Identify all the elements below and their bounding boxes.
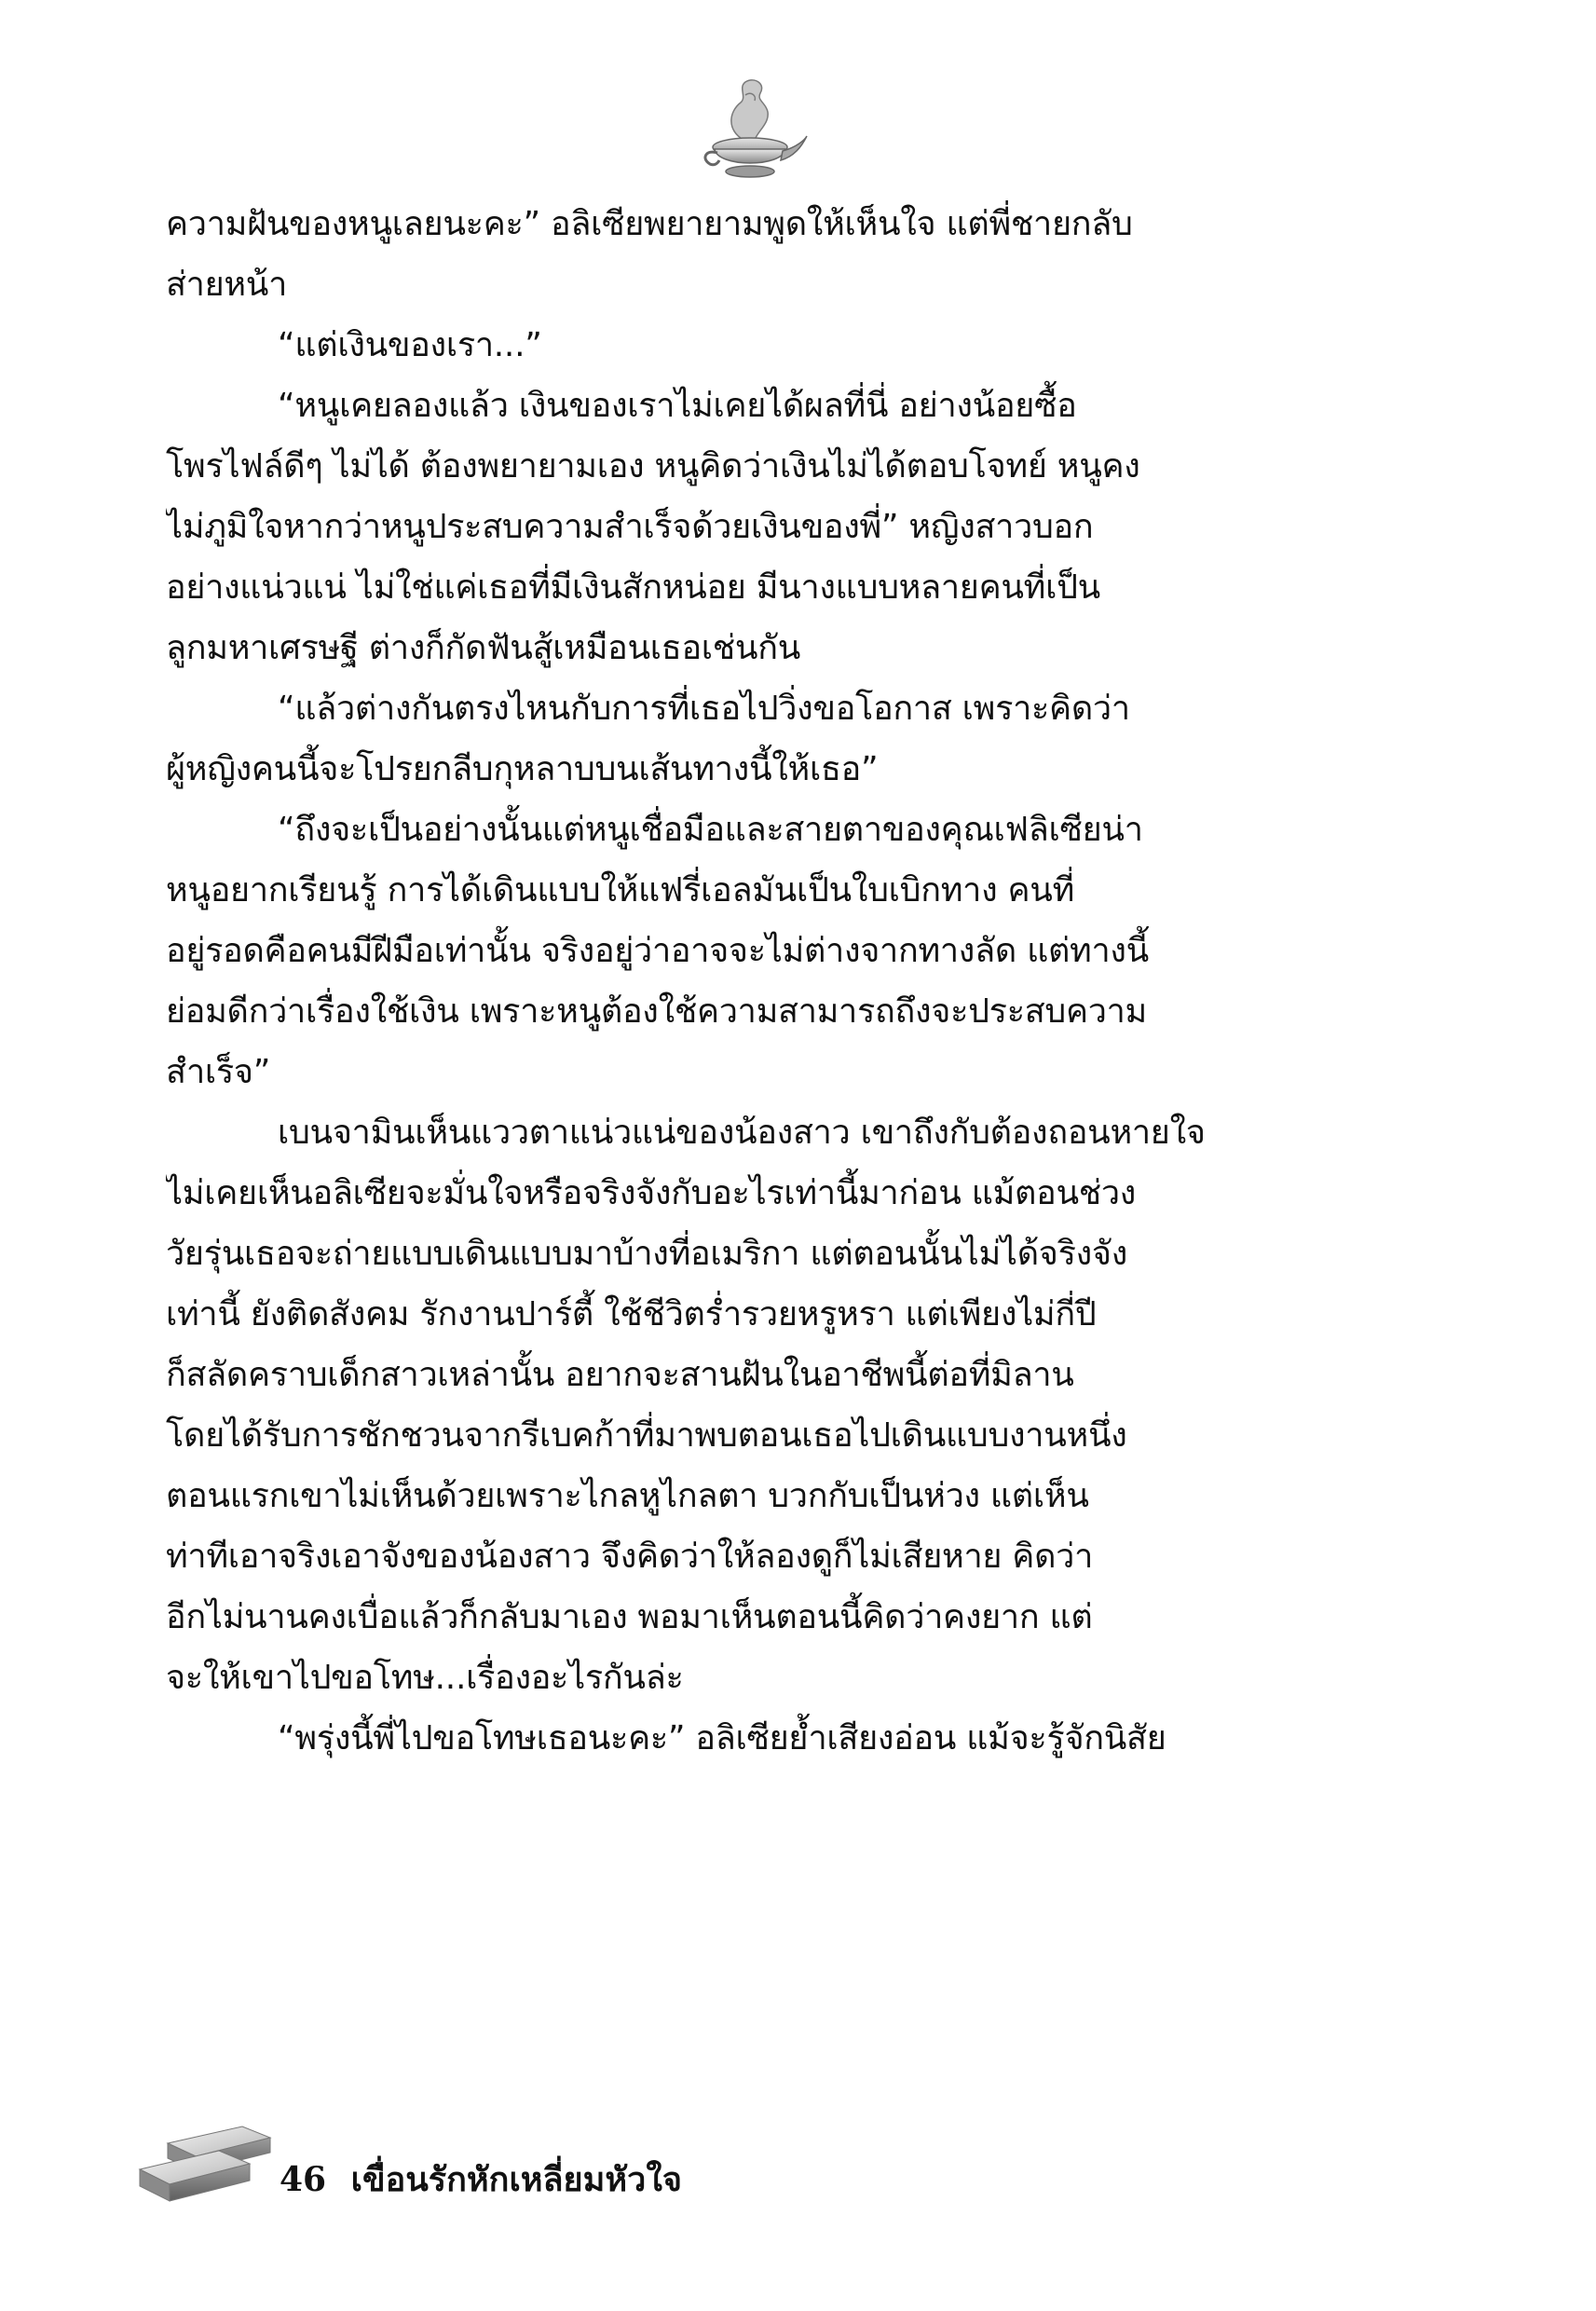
chapter-body: [166, 194, 1340, 1769]
text-line: ผู้หญิงคนนี้จะโปรยกลีบกุหลาบบนเส้นทางนี้ให้เธอ”: [166, 750, 879, 788]
page-footer: [130, 2115, 969, 2218]
text-line: “แล้วต่างกันตรงไหนกับการที่เธอไปวิ่งขอโอกาส เพราะคิดว่า: [278, 690, 1130, 728]
text-line: โพรไฟล์ดีๆ ไม่ได้ ต้องพยายามเอง หนูคิดว่าเงินไม่ได้ตอบโจทย์ หนูคง: [166, 447, 1140, 485]
genie-lamp-icon: [689, 75, 811, 196]
text-line: อยู่รอดคือคนมีฝีมือเท่านั้น จริงอยู่ว่าอาจจะไม่ต่างจากทางลัด แต่ทางนี้: [166, 932, 1149, 970]
text-line: อีกไม่นานคงเบื่อแล้วก็กลับมาเอง พอมาเห็นตอนนี้คิดว่าคงยาก แต่: [166, 1598, 1093, 1636]
text-line: “พรุ่งนี้พี่ไปขอโทษเธอนะคะ” อลิเซียย้ำเสียงอ่อน แม้จะรู้จักนิสัย: [278, 1719, 1166, 1757]
text-line: อย่างแน่วแน่ ไม่ใช่แค่เธอที่มีเงินสักหน่อย มีนางแบบหลายคนที่เป็น: [166, 568, 1100, 607]
gold-bars-icon: [130, 2115, 289, 2218]
text-line: วัยรุ่นเธอจะถ่ายแบบเดินแบบมาบ้างที่อเมริกา แต่ตอนนั้นไม่ได้จริงจัง: [166, 1235, 1127, 1273]
text-line: เบนจามินเห็นแววตาแน่วแน่ของน้องสาว เขาถึงกับต้องถอนหายใจ: [278, 1114, 1206, 1152]
text-line: ความฝันของหนูเลยนะคะ” อลิเซียพยายามพูดให้เห็นใจ แต่พี่ชายกลับ: [166, 205, 1133, 243]
text-line: หนูอยากเรียนรู้ การได้เดินแบบให้แฟรี่เอลมันเป็นใบเบิกทาง คนที่: [166, 871, 1075, 909]
text-line: ลูกมหาเศรษฐี ต่างก็กัดฟันสู้เหมือนเธอเช่นกัน: [166, 629, 801, 667]
text-line: ตอนแรกเขาไม่เห็นด้วยเพราะไกลหูไกลตา บวกกับเป็นห่วง แต่เห็น: [166, 1477, 1089, 1515]
text-line: ไม่เคยเห็นอลิเซียจะมั่นใจหรือจริงจังกับอะไรเท่านี้มาก่อน แม้ตอนช่วง: [166, 1174, 1137, 1212]
text-line: ไม่ภูมิใจหากว่าหนูประสบความสำเร็จด้วยเงินของพี่” หญิงสาวบอก: [166, 508, 1094, 546]
text-line: ท่าทีเอาจริงเอาจังของน้องสาว จึงคิดว่าให้ลองดูก็ไม่เสียหาย คิดว่า: [166, 1538, 1093, 1576]
page-number: 46: [280, 2160, 327, 2199]
text-line: “ถึงจะเป็นอย่างนั้นแต่หนูเชื่อมือและสายตาของคุณเฟลิเซียน่า: [278, 811, 1143, 849]
text-line: ย่อมดีกว่าเรื่องใช้เงิน เพราะหนูต้องใช้ความสามารถถึงจะประสบความ: [166, 992, 1147, 1031]
text-line: “แต่เงินของเรา...”: [278, 326, 542, 364]
text-line: สำเร็จ”: [166, 1053, 271, 1091]
text-line: ก็สลัดคราบเด็กสาวเหล่านั้น อยากจะสานฝันในอาชีพนี้ต่อที่มิลาน: [166, 1356, 1074, 1394]
text-line: โดยได้รับการชักชวนจากรีเบคก้าที่มาพบตอนเธอไปเดินแบบงานหนึ่ง: [166, 1416, 1127, 1455]
text-line: เท่านี้ ยังติดสังคม รักงานปาร์ตี้ ใช้ชีวิตร่ำรวยหรูหรา แต่เพียงไม่กี่ปี: [166, 1295, 1097, 1333]
book-title: เขื่อนรักหักเหลี่ยมหัวใจ: [350, 2160, 682, 2199]
text-line: ส่ายหน้า: [166, 266, 288, 304]
text-line: จะให้เขาไปขอโทษ...เรื่องอะไรกันล่ะ: [166, 1659, 684, 1697]
text-line: “หนูเคยลองแล้ว เงินของเราไม่เคยได้ผลที่นี่ อย่างน้อยซื้อ: [278, 387, 1077, 425]
